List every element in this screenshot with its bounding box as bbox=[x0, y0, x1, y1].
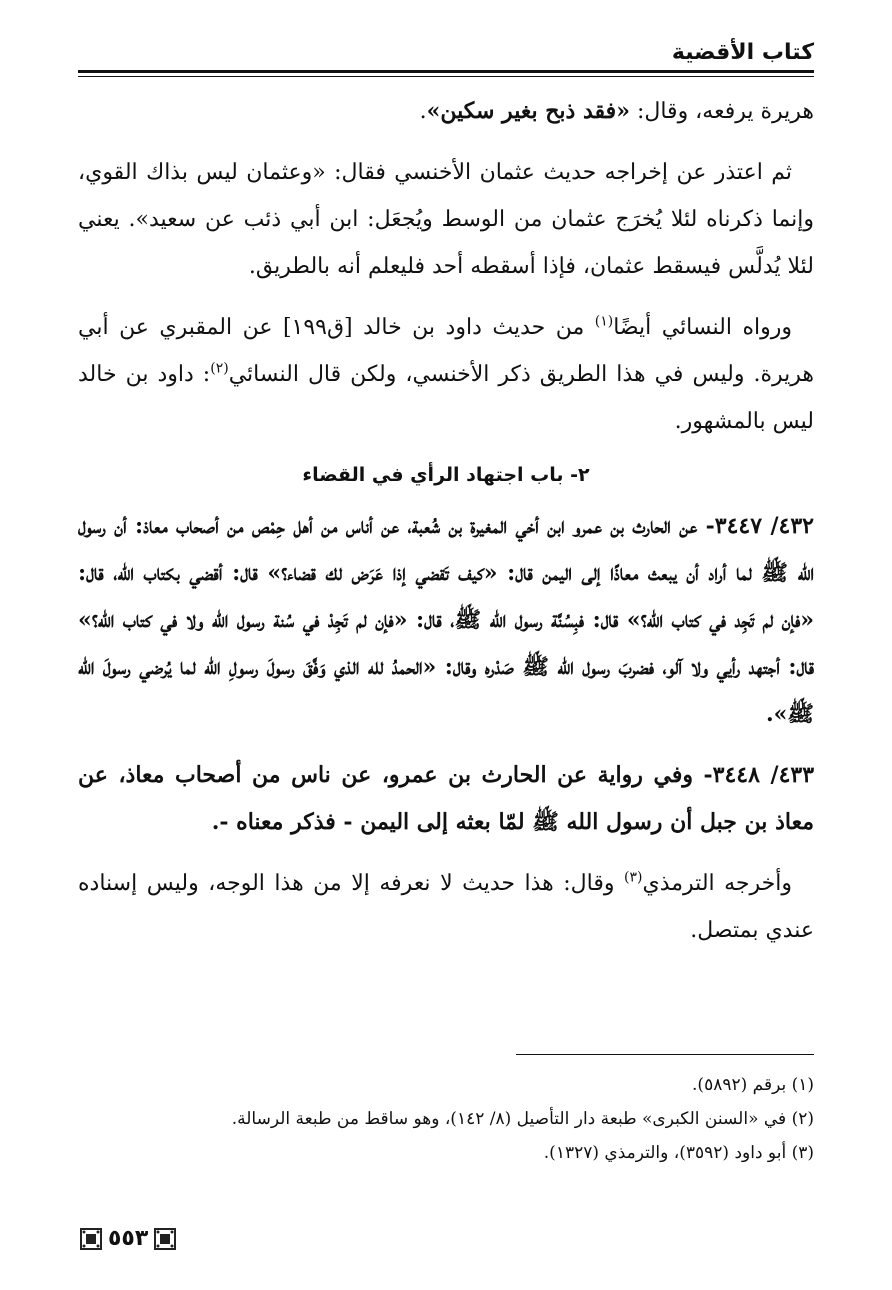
footnote-3: (٣) أبو داود (٣٥٩٢)، والترمذي (١٣٢٧). bbox=[543, 1143, 814, 1163]
footnotes bbox=[78, 1068, 814, 1170]
ornament-icon bbox=[154, 1228, 176, 1250]
footnote-separator bbox=[516, 1054, 814, 1055]
footnote-ref-1[interactable]: (١) bbox=[594, 313, 614, 330]
paragraph-commentary: ثم اعتذر عن إخراجه حديث عثمان الأخنسي فقال: «وعثمان ليس بذاك القوي، وإنما ذكرناه لئلا يُخرَج عثمان من الوسط ويُجعَل: ابن أبي ذئب عن سعيد». يعني لئلا يُدلَّس فيسقط عثمان، فإذا أسقطه أحد فليعلم أنه بالطريق. bbox=[78, 160, 814, 279]
page-number-block bbox=[80, 1226, 176, 1251]
footnote-ref-2[interactable]: (٢) bbox=[210, 360, 229, 377]
hadith-432: ٤٣٢/ ٣٤٤٧- عن الحارث بن عمرو ابن أخي المغيرة بن شُعبة، عن أناس من أهل حِمْص من أصحاب معاذ: أن رسول الله ﷺ لما أراد أن يبعث معاذًا إلى اليمن قال: «كيف تَقضي إذا عَرَض لك قضاء؟» قال: أقضي بكتاب الله، قال: «فإن لم تَجِد في كتاب الله؟» قال: فبِسُنَّة رسول الله ﷺ، قال: «فإن لم تَجِدْ في سُنة رسول الله ولا في كتاب الله؟» قال: أجتهد رأيي ولا آلو، فضربَ رسول الله ﷺ صَدْره وقال: «الحمدُ لله الذي وَفَّقَ رسولَ رسولِ الله لما يُرضي رسولَ الله ﷺ». bbox=[78, 513, 814, 727]
header-rule-thin bbox=[78, 76, 814, 77]
footnote-2: (٢) في «السنن الكبرى» طبعة دار التأصيل (٨/ ١٤٢)، وهو ساقط من طبعة الرسالة. bbox=[231, 1109, 814, 1129]
paragraph-nasai-part-c: : داود بن خالد ليس بالمشهور. bbox=[78, 362, 814, 434]
running-header-title: كتاب الأقضية bbox=[671, 40, 814, 65]
main-text bbox=[78, 88, 814, 966]
paragraph-tirmidhi-part-a: وأخرجه الترمذي bbox=[642, 871, 793, 896]
paragraph-nasai-part-a: ورواه النسائي أيضًا bbox=[613, 315, 792, 340]
paragraph-tirmidhi bbox=[78, 860, 814, 954]
paragraph-continuation bbox=[78, 88, 814, 135]
header-rule-thick bbox=[78, 70, 814, 73]
paragraph-continuation-text: هريرة يرفعه، وقال: bbox=[629, 99, 814, 124]
footnote-ref-3[interactable]: (٣) bbox=[624, 869, 643, 886]
footnote-1: (١) برقم (٥٨٩٢). bbox=[692, 1075, 814, 1095]
hadith-433: ٤٣٣/ ٣٤٤٨- وفي رواية عن الحارث بن عمرو، عن ناس من أصحاب معاذ، عن معاذ بن جبل أن رسول الله ﷺ لمّا بعثه إلى اليمن - فذكر معناه -. bbox=[78, 762, 815, 835]
paragraph-nasai-part-b: من حديث داود بن خالد [ق١٩٩] عن المقبري عن أبي هريرة. وليس في هذا الطريق ذكر الأخنسي، ولكن قال النسائي bbox=[78, 315, 814, 387]
prophetic-quote: «فقد ذبح بغير سكين» bbox=[426, 98, 630, 124]
paragraph-nasai bbox=[78, 304, 814, 445]
ornament-icon bbox=[80, 1228, 102, 1250]
paragraph-end-mark: . bbox=[419, 99, 427, 124]
chapter-heading: ٢- باب اجتهاد الرأي في القضاء bbox=[302, 464, 590, 486]
page-number: ٥٥٣ bbox=[108, 1226, 149, 1251]
paragraph-tirmidhi-part-b: وقال: هذا حديث لا نعرفه إلا من هذا الوجه، وليس إسناده عندي بمتصل. bbox=[78, 871, 814, 943]
